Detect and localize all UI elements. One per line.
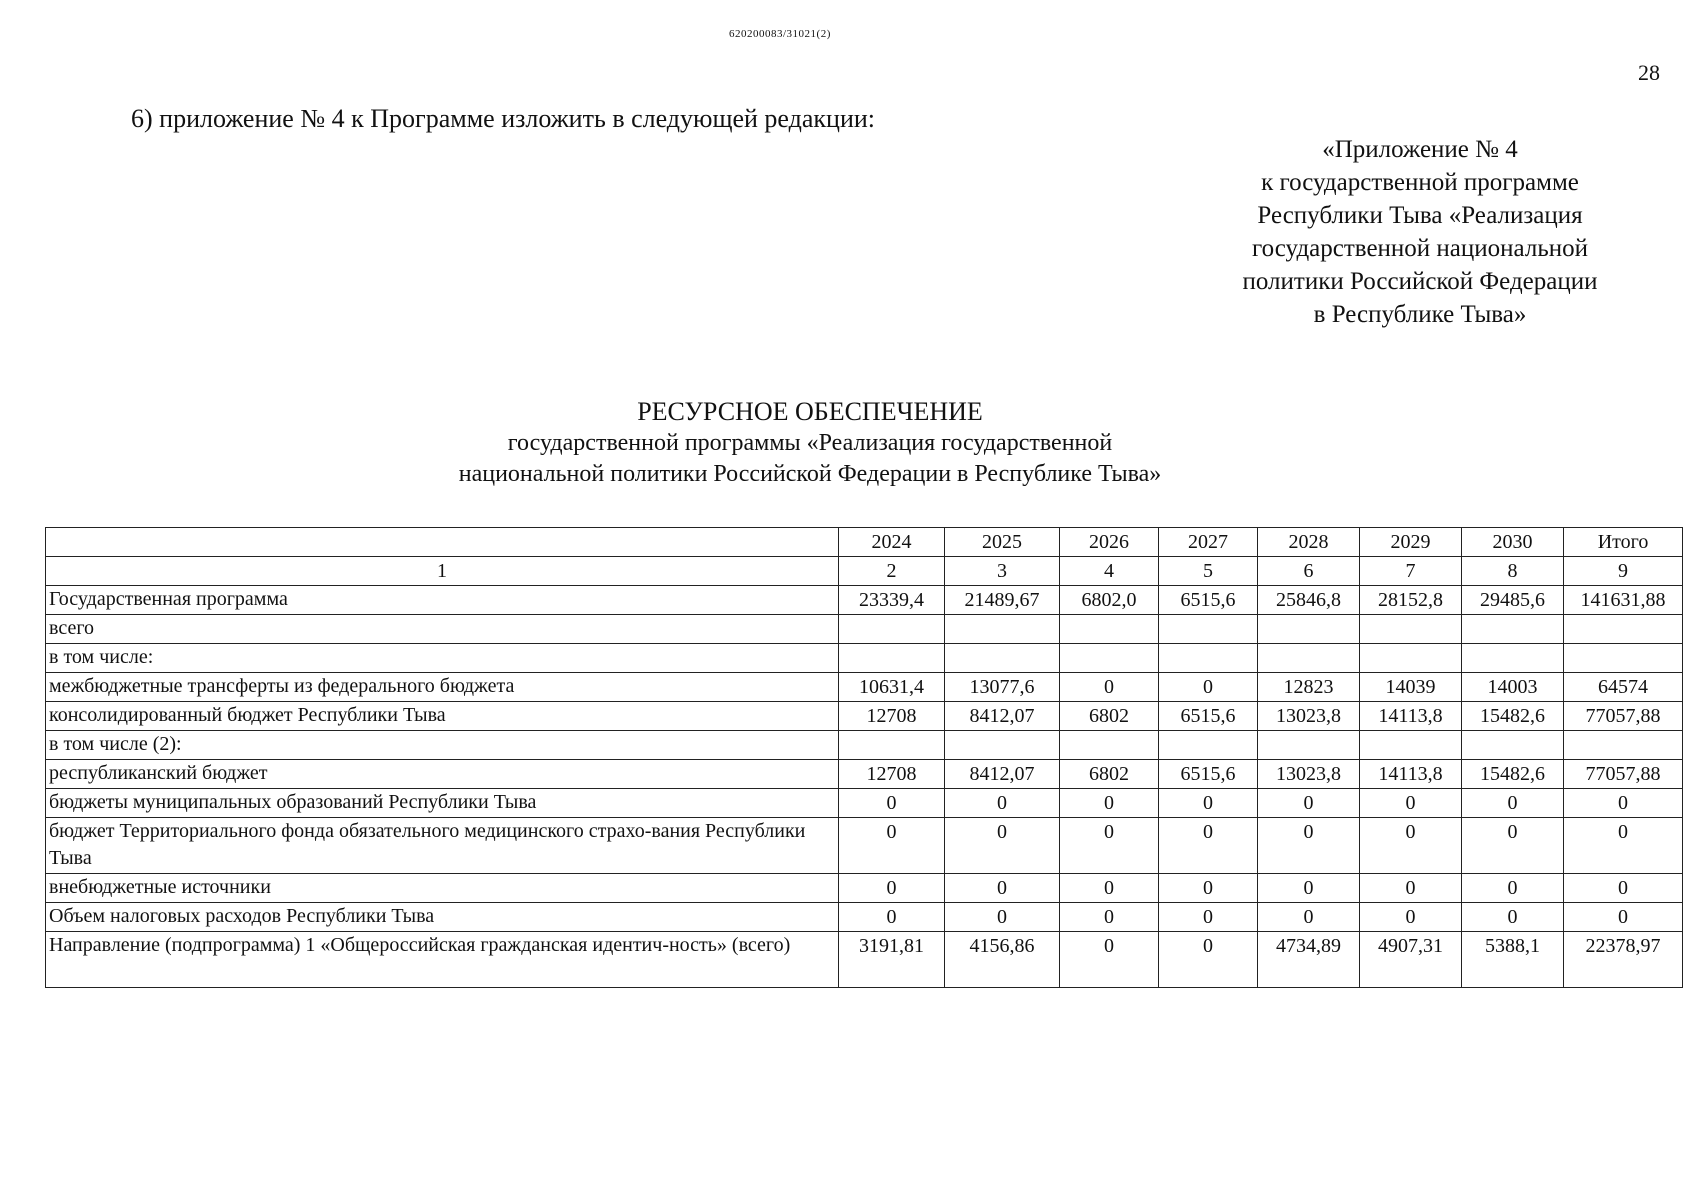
value-cell: 64574 [1564, 673, 1683, 702]
value-cell: 13077,6 [945, 673, 1060, 702]
value-cell: 15482,6 [1462, 760, 1564, 789]
value-cell [1564, 731, 1683, 760]
value-cell: 0 [1564, 818, 1683, 874]
value-cell: 0 [1258, 789, 1360, 818]
table-row [46, 818, 1683, 874]
table-row [46, 702, 1683, 731]
value-cell [1258, 731, 1360, 760]
value-cell: 6515,6 [1159, 586, 1258, 615]
value-cell: 0 [945, 818, 1060, 874]
value-cell: 4734,89 [1258, 932, 1360, 988]
column-number-cell: 6 [1258, 557, 1360, 586]
header-year-cell: 2025 [945, 528, 1060, 557]
annex-reference [1190, 133, 1650, 331]
value-cell: 141631,88 [1564, 586, 1683, 615]
value-cell: 0 [1060, 903, 1159, 932]
column-number-cell: 2 [839, 557, 945, 586]
value-cell: 0 [1060, 874, 1159, 903]
annex-line: в Республике Тыва» [1313, 301, 1527, 328]
table-row [46, 789, 1683, 818]
annex-line: к государственной программе [1261, 169, 1579, 196]
column-number-cell: 1 [46, 557, 839, 586]
value-cell: 6802 [1060, 760, 1159, 789]
row-label: межбюджетные трансферты из федерального бюджета [46, 673, 839, 702]
value-cell: 6515,6 [1159, 702, 1258, 731]
table-header-column-numbers [46, 557, 1683, 586]
value-cell: 14039 [1360, 673, 1462, 702]
value-cell: 0 [1159, 789, 1258, 818]
header-year-cell: 2028 [1258, 528, 1360, 557]
annex-line: политики Российской Федерации [1242, 268, 1598, 295]
value-cell: 0 [1360, 874, 1462, 903]
annex-line: Республики Тыва «Реализация [1257, 202, 1583, 229]
value-cell [839, 731, 945, 760]
title-line-3: национальной политики Российской Федерации в Республике Тыва» [458, 461, 1162, 487]
document-id: 620200083/31021(2) [729, 28, 831, 40]
value-cell: 0 [1159, 673, 1258, 702]
value-cell [839, 615, 945, 644]
value-cell: 0 [1060, 932, 1159, 988]
value-cell [839, 644, 945, 673]
value-cell: 0 [839, 874, 945, 903]
value-cell [1060, 615, 1159, 644]
header-year-cell: Итого [1564, 528, 1683, 557]
value-cell: 10631,4 [839, 673, 945, 702]
column-number-cell: 7 [1360, 557, 1462, 586]
page-number: 28 [1638, 60, 1660, 85]
value-cell [945, 644, 1060, 673]
value-cell: 0 [1258, 874, 1360, 903]
value-cell: 0 [1462, 903, 1564, 932]
row-label: консолидированный бюджет Республики Тыва [46, 702, 839, 731]
value-cell: 28152,8 [1360, 586, 1462, 615]
value-cell: 0 [1462, 818, 1564, 874]
value-cell: 22378,97 [1564, 932, 1683, 988]
row-label: республиканский бюджет [46, 760, 839, 789]
value-cell: 0 [839, 789, 945, 818]
row-label: в том числе: [46, 644, 839, 673]
column-number-cell: 5 [1159, 557, 1258, 586]
table-row [46, 874, 1683, 903]
value-cell: 0 [1462, 874, 1564, 903]
row-label: бюджет Территориального фонда обязательного медицинского страхо-вания Республики Тыва [46, 818, 839, 874]
value-cell [1060, 731, 1159, 760]
value-cell: 29485,6 [1462, 586, 1564, 615]
value-cell [1159, 615, 1258, 644]
value-cell: 4156,86 [945, 932, 1060, 988]
table-body [46, 528, 1683, 988]
value-cell [1360, 644, 1462, 673]
row-label: всего [46, 615, 839, 644]
value-cell: 0 [839, 818, 945, 874]
header-year-cell: 2024 [839, 528, 945, 557]
value-cell: 0 [1462, 789, 1564, 818]
column-number-cell: 3 [945, 557, 1060, 586]
value-cell: 0 [1564, 874, 1683, 903]
table-header-years [46, 528, 1683, 557]
value-cell: 14003 [1462, 673, 1564, 702]
column-number-cell: 8 [1462, 557, 1564, 586]
table-row [46, 644, 1683, 673]
table-row [46, 673, 1683, 702]
value-cell: 77057,88 [1564, 760, 1683, 789]
value-cell: 0 [1159, 932, 1258, 988]
value-cell [1462, 644, 1564, 673]
value-cell [1258, 615, 1360, 644]
annex-line: «Приложение № 4 [1322, 136, 1518, 163]
value-cell: 0 [1258, 818, 1360, 874]
row-label: Направление (подпрограмма) 1 «Общероссийская гражданская идентич-ность» (всего) [46, 932, 839, 988]
value-cell: 0 [1060, 789, 1159, 818]
value-cell: 0 [1060, 818, 1159, 874]
value-cell: 0 [945, 874, 1060, 903]
value-cell [945, 731, 1060, 760]
value-cell: 0 [945, 903, 1060, 932]
row-label: бюджеты муниципальных образований Республики Тыва [46, 789, 839, 818]
value-cell: 13023,8 [1258, 760, 1360, 789]
value-cell: 6802,0 [1060, 586, 1159, 615]
value-cell: 5388,1 [1462, 932, 1564, 988]
value-cell: 6802 [1060, 702, 1159, 731]
value-cell: 0 [1159, 818, 1258, 874]
value-cell: 0 [1060, 673, 1159, 702]
value-cell: 0 [1360, 818, 1462, 874]
table-row [46, 586, 1683, 615]
value-cell: 23339,4 [839, 586, 945, 615]
value-cell [1258, 644, 1360, 673]
value-cell: 8412,07 [945, 760, 1060, 789]
value-cell: 13023,8 [1258, 702, 1360, 731]
row-label: Объем налоговых расходов Республики Тыва [46, 903, 839, 932]
row-label: внебюджетные источники [46, 874, 839, 903]
row-label: Государственная программа [46, 586, 839, 615]
amendment-instruction: 6) приложение № 4 к Программе изложить в следующей редакции: [131, 104, 875, 133]
value-cell: 0 [945, 789, 1060, 818]
header-year-cell: 2027 [1159, 528, 1258, 557]
value-cell [1060, 644, 1159, 673]
value-cell: 12708 [839, 760, 945, 789]
value-cell [945, 615, 1060, 644]
value-cell [1360, 731, 1462, 760]
value-cell [1462, 731, 1564, 760]
value-cell: 14113,8 [1360, 760, 1462, 789]
value-cell [1360, 615, 1462, 644]
value-cell: 0 [1564, 789, 1683, 818]
value-cell: 15482,6 [1462, 702, 1564, 731]
value-cell: 25846,8 [1258, 586, 1360, 615]
value-cell: 0 [1360, 903, 1462, 932]
table-row [46, 615, 1683, 644]
title-line-2: государственной программы «Реализация государственной [507, 430, 1113, 456]
value-cell [1564, 644, 1683, 673]
header-year-cell: 2026 [1060, 528, 1159, 557]
value-cell: 4907,31 [1360, 932, 1462, 988]
table-row [46, 932, 1683, 988]
value-cell: 14113,8 [1360, 702, 1462, 731]
value-cell [1564, 615, 1683, 644]
value-cell: 0 [1159, 903, 1258, 932]
value-cell: 0 [1360, 789, 1462, 818]
table-row [46, 731, 1683, 760]
header-year-cell: 2030 [1462, 528, 1564, 557]
title-line-1: РЕСУРСНОЕ ОБЕСПЕЧЕНИЕ [637, 397, 983, 426]
table-title [340, 396, 1280, 490]
table-row [46, 903, 1683, 932]
value-cell: 0 [1564, 903, 1683, 932]
value-cell [1159, 644, 1258, 673]
column-number-cell: 4 [1060, 557, 1159, 586]
table-row [46, 760, 1683, 789]
value-cell [1462, 615, 1564, 644]
value-cell [1159, 731, 1258, 760]
value-cell: 77057,88 [1564, 702, 1683, 731]
annex-line: государственной национальной [1252, 235, 1588, 262]
value-cell: 0 [1258, 903, 1360, 932]
row-label: в том числе (2): [46, 731, 839, 760]
value-cell: 0 [839, 903, 945, 932]
header-cell-blank [46, 528, 839, 557]
value-cell: 8412,07 [945, 702, 1060, 731]
value-cell: 12823 [1258, 673, 1360, 702]
value-cell: 21489,67 [945, 586, 1060, 615]
value-cell: 12708 [839, 702, 945, 731]
value-cell: 6515,6 [1159, 760, 1258, 789]
column-number-cell: 9 [1564, 557, 1683, 586]
header-year-cell: 2029 [1360, 528, 1462, 557]
value-cell: 0 [1159, 874, 1258, 903]
value-cell: 3191,81 [839, 932, 945, 988]
resource-table [45, 527, 1683, 988]
